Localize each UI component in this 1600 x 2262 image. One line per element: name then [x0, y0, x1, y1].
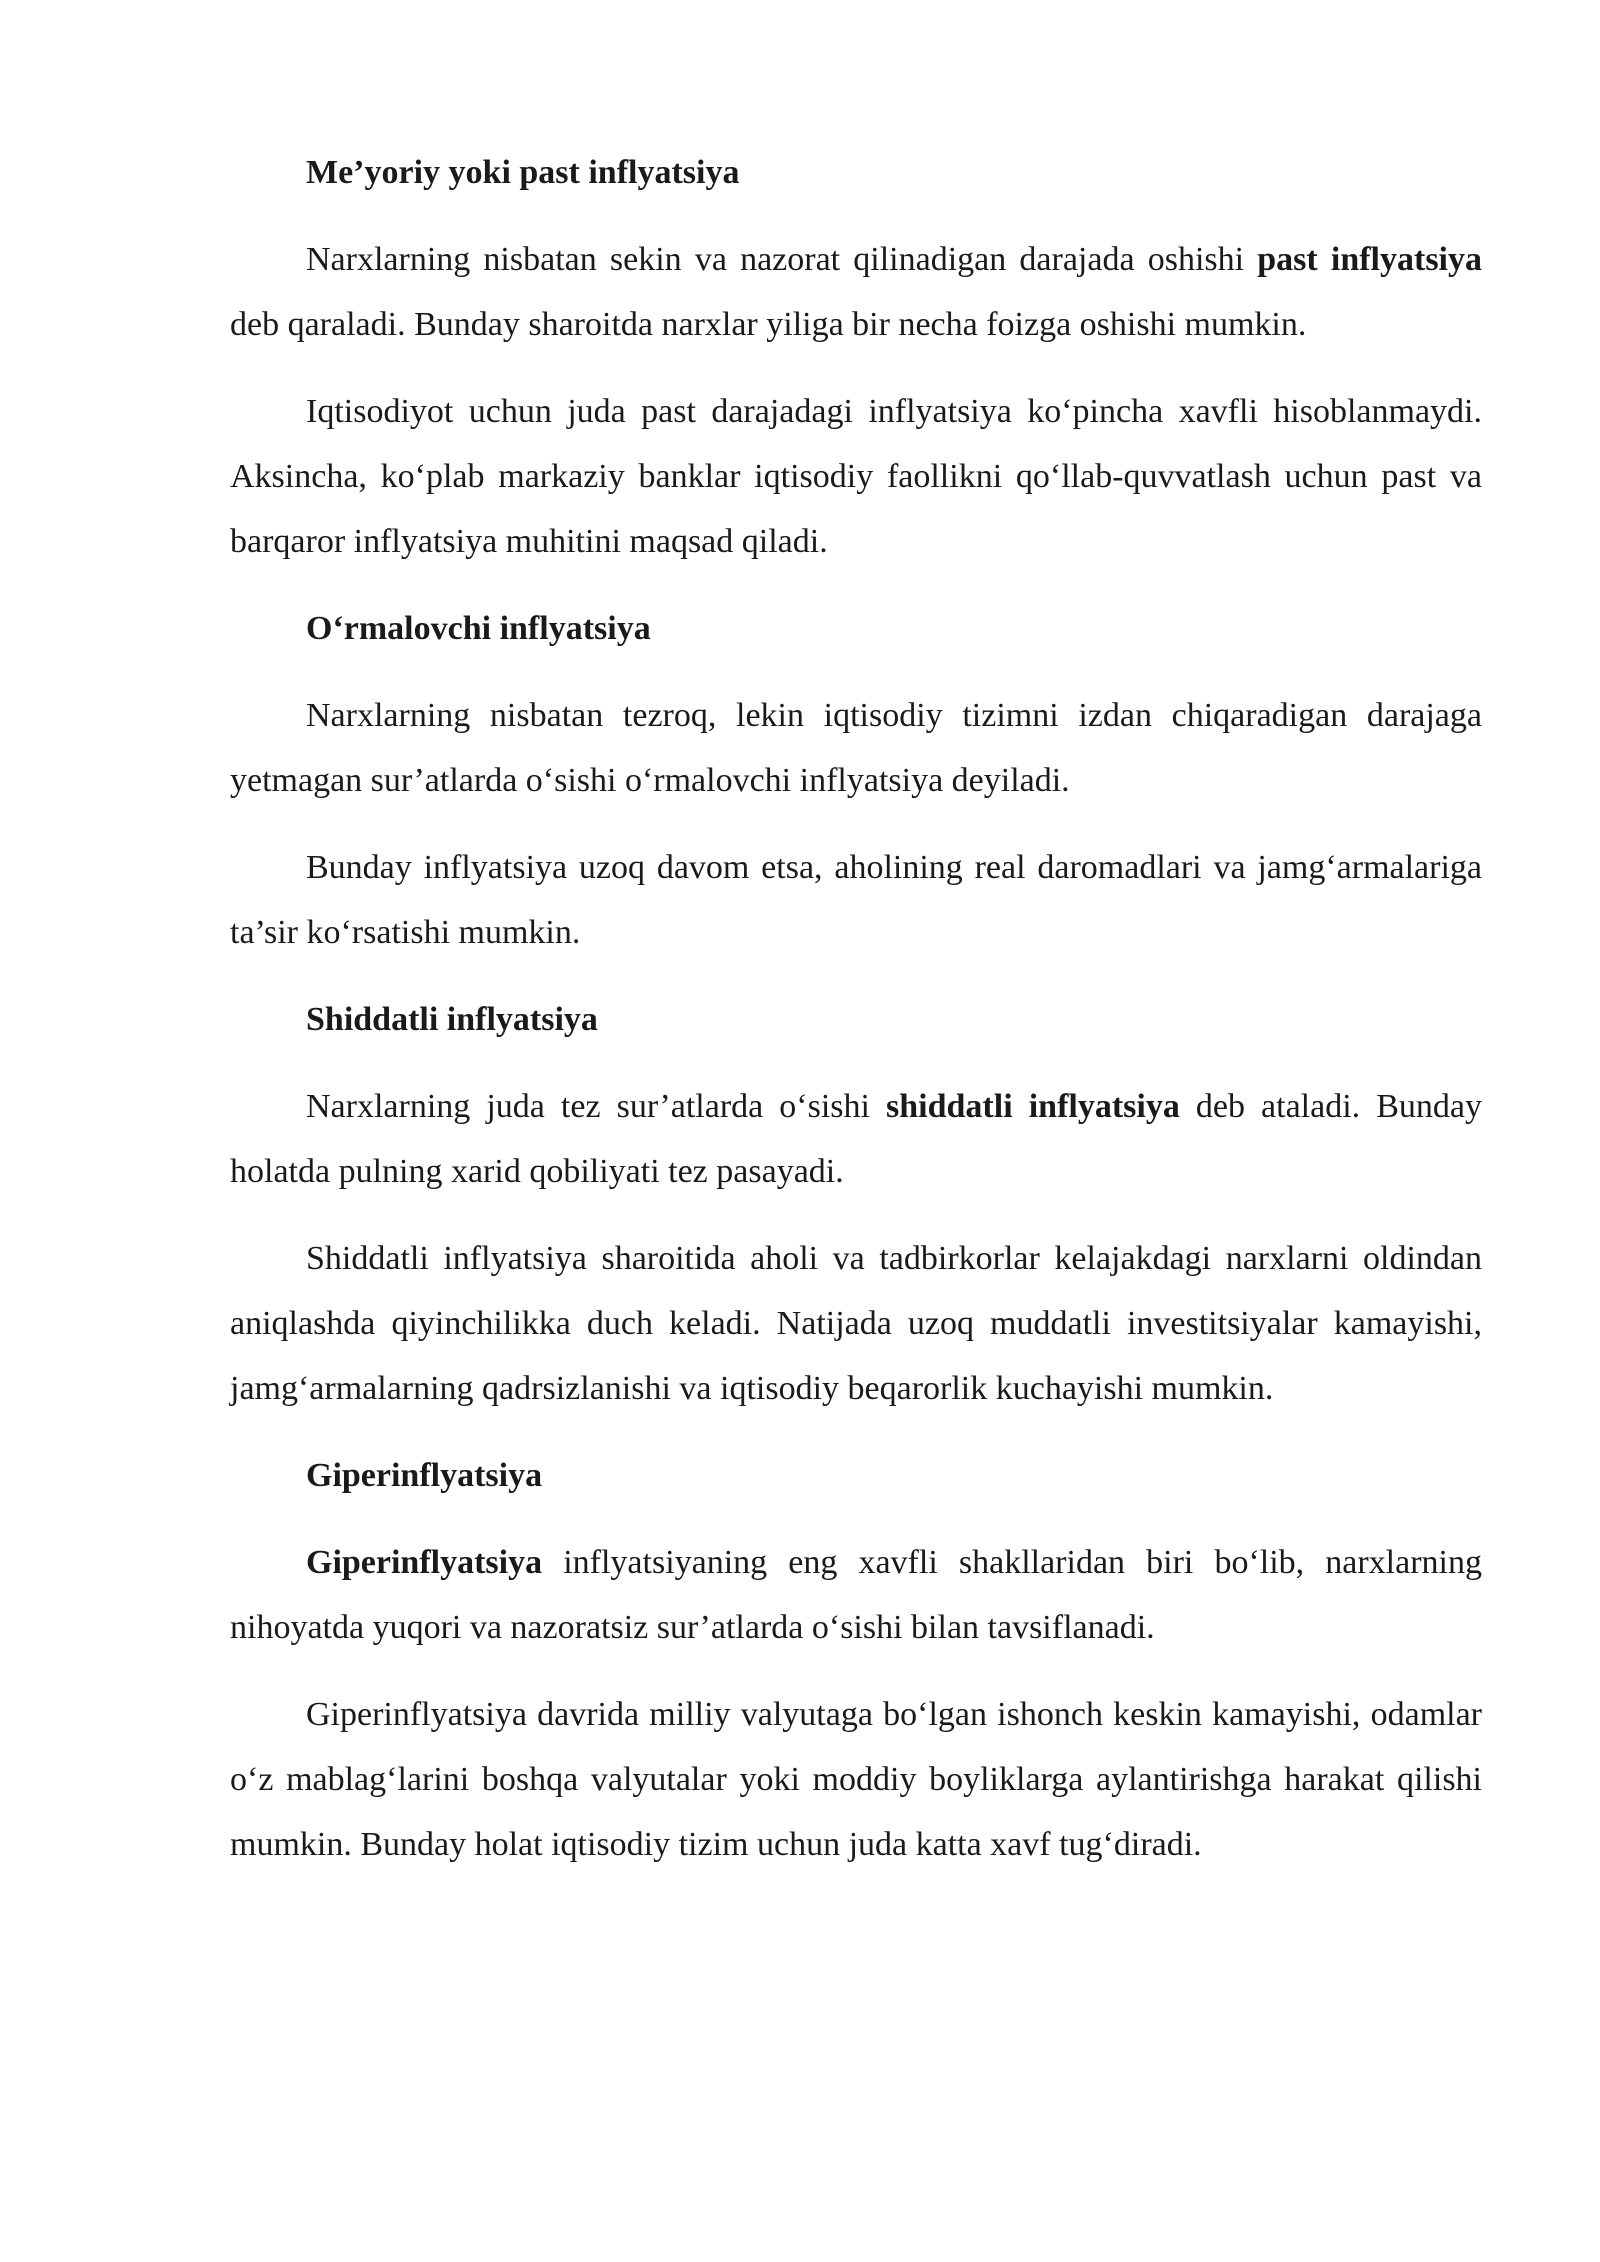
paragraph: [230, 1074, 1482, 1204]
paragraph-text: deb ataladi. Bunday holatda pulning xarid qobiliyati tez pasayadi.: [230, 1088, 1482, 1190]
paragraph: Giperinflyatsiya davrida milliy valyutaga bo‘lgan ishonch keskin kamayishi, odamlar o‘z mablag‘larini boshqa valyutalar yoki moddiy boyliklarga aylantirishga harakat qilishi mumkin. Bunday holat iqtisodiy tizim uchun juda katta xavf tug‘diradi.: [230, 1696, 1482, 1863]
paragraph: Shiddatli inflyatsiya sharoitida aholi va tadbirkorlar kelajakdagi narxlarni oldindan aniqlashda qiyinchilikka duch keladi. Natijada uzoq muddatli investitsiyalar kamayishi, jamg‘armalarning qadrsizlanishi va iqtisodiy beqarorlik kuchayishi mumkin.: [230, 1240, 1482, 1407]
paragraph-text: inflyatsiyaning eng xavfli shakllaridan biri bo‘lib, narxlarning nihoyatda yuqori va nazoratsiz sur’atlarda o‘sishi bilan tavsiflanadi.: [230, 1544, 1482, 1646]
paragraph: [230, 1530, 1482, 1660]
bold-term: Giperinflyatsiya: [306, 1544, 543, 1581]
paragraph-text: deb qaraladi. Bunday sharoitda narxlar yiliga bir necha foizga oshishi mumkin.: [230, 306, 1307, 343]
bold-term: past inflyatsiya: [1257, 241, 1483, 278]
paragraph-text: Narxlarning juda tez sur’atlarda o‘sishi: [306, 1088, 887, 1125]
paragraph: Bunday inflyatsiya uzoq davom etsa, aholining real daromadlari va jamg‘armalariga ta’sir ko‘rsatishi mumkin.: [230, 849, 1482, 951]
paragraph: Narxlarning nisbatan tezroq, lekin iqtisodiy tizimni izdan chiqaradigan darajaga yetmagan sur’atlarda o‘sishi o‘rmalovchi inflyatsiya deyiladi.: [230, 697, 1482, 799]
section-heading: Shiddatli inflyatsiya: [306, 1001, 598, 1038]
paragraph: Iqtisodiyot uchun juda past darajadagi inflyatsiya ko‘pincha xavfli hisoblanmaydi. Aksincha, ko‘plab markaziy banklar iqtisodiy faollikni qo‘llab-quvvatlash uchun past va barqaror inflyatsiya muhitini maqsad qiladi.: [230, 393, 1482, 560]
text-column: [230, 140, 1482, 1877]
bold-term: shiddatli inflyatsiya: [886, 1088, 1180, 1125]
section-heading: O‘rmalovchi inflyatsiya: [306, 610, 651, 647]
paragraph-text: Narxlarning nisbatan sekin va nazorat qilinadigan darajada oshishi: [306, 241, 1258, 278]
section-heading: Me’yoriy yoki past inflyatsiya: [306, 154, 740, 191]
paragraph: [230, 227, 1482, 357]
section-heading: Giperinflyatsiya: [306, 1457, 543, 1494]
